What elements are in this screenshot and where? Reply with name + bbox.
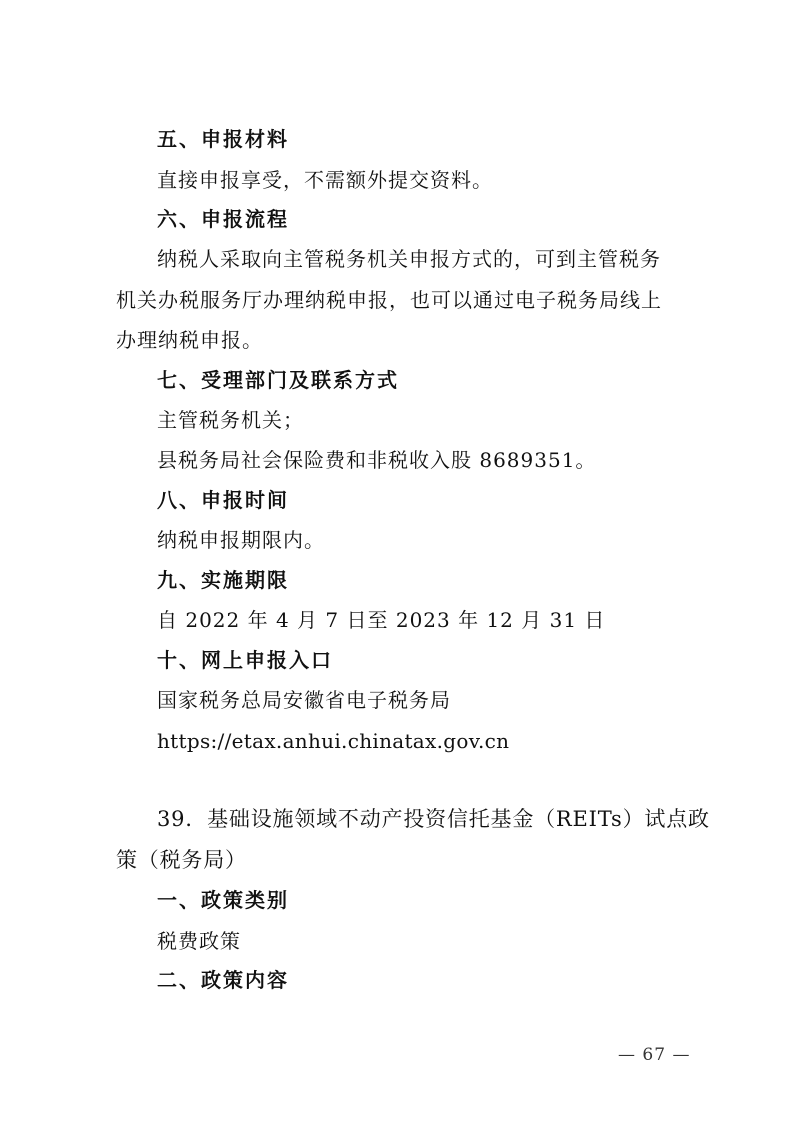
policy-title-line-2: 策（税务局）: [116, 848, 247, 872]
policy-category-text: 税费政策: [157, 929, 241, 953]
section-heading-policy-category: 一、政策类别: [157, 888, 289, 912]
online-entry-text-line-1: 国家税务总局安徽省电子税务局: [157, 688, 451, 712]
section-heading-department-contact: 七、受理部门及联系方式: [157, 368, 399, 392]
section-heading-online-entry: 十、网上申报入口: [157, 648, 333, 672]
section-heading-implementation-period: 九、实施期限: [157, 568, 289, 592]
implementation-period-text: 自 2022 年 4 月 7 日至 2023 年 12 月 31 日: [157, 608, 606, 632]
department-text-line-2: 县税务局社会保险费和非税收入股 8689351。: [157, 448, 597, 472]
department-text-line-1: 主管税务机关；: [157, 408, 304, 432]
declaration-time-text: 纳税申报期限内。: [157, 528, 325, 552]
declaration-process-text-line-3: 办理纳税申报。: [116, 328, 263, 352]
online-entry-url: https://etax.anhui.chinatax.gov.cn: [157, 729, 510, 753]
declaration-process-text-line-2: 机关办税服务厅办理纳税申报，也可以通过电子税务局线上: [116, 288, 662, 312]
section-heading-declaration-time: 八、申报时间: [157, 488, 289, 512]
section-heading-policy-content: 二、政策内容: [157, 968, 289, 992]
section-heading-declaration-process: 六、申报流程: [157, 207, 289, 231]
declaration-process-text-line-1: 纳税人采取向主管税务机关申报方式的，可到主管税务: [157, 247, 661, 271]
policy-title-line-1: 39．基础设施领域不动产投资信托基金（REITs）试点政: [157, 807, 710, 831]
page-number: — 67 —: [618, 1045, 691, 1065]
declaration-materials-text: 直接申报享受，不需额外提交资料。: [157, 168, 493, 192]
section-heading-declaration-materials: 五、申报材料: [157, 127, 289, 151]
